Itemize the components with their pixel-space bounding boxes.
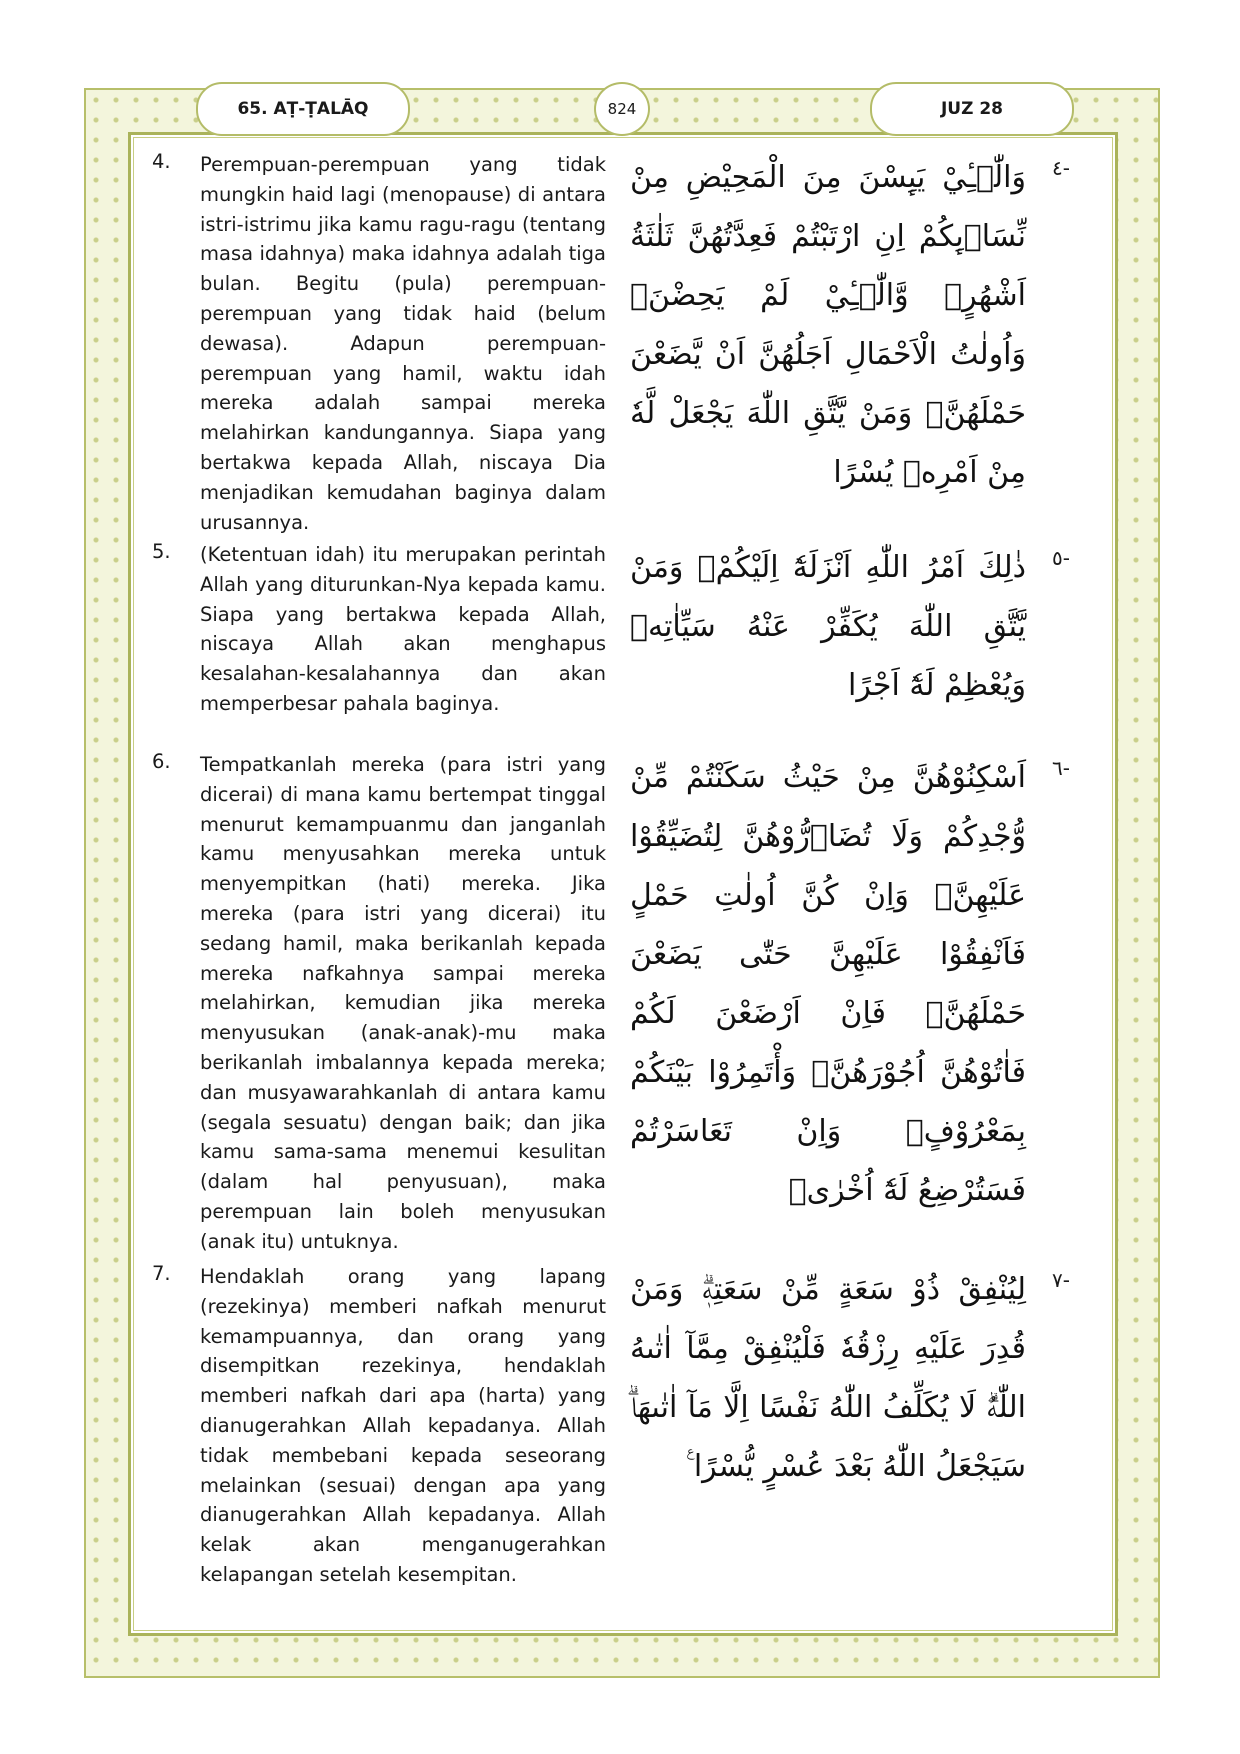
verse-arabic-number: -٤ xyxy=(1052,156,1070,180)
verse-block xyxy=(150,150,1090,534)
verse-arabic: ذٰلِكَ اَمْرُ اللّٰهِ اَنْزَلَهٗٓ اِلَيْكُمْۗ وَمَنْ يَّتَّقِ اللّٰهَ يُكَفِّرْ عَنْهُ سَيِّاٰتِهٖ وَيُعْظِمْ لَهٗٓ اَجْرًا xyxy=(630,550,1026,703)
verse-arabic: وَالّٰۤـِٔيْ يَىِٕسْنَ مِنَ الْمَحِيْضِ مِنْ نِّسَاۤىِٕكُمْ اِنِ ارْتَبْتُمْ فَعِدَّتُهُنَّ ثَلٰثَةُ اَشْهُرٍۙ وَّالّٰۤـِٔيْ لَمْ يَحِضْنَۗ وَاُولٰتُ الْاَحْمَالِ اَجَلُهُنَّ اَنْ يَّضَعْنَ حَمْلَهُنَّۗ وَمَنْ يَّتَّقِ اللّٰهَ يَجْعَلْ لَّهٗ مِنْ اَمْرِهٖ يُسْرًا xyxy=(630,160,1026,490)
verse-arabic-number: -٥ xyxy=(1052,546,1070,570)
page-number: 824 xyxy=(594,82,650,136)
verse-translation: (Ketentuan idah) itu merupakan perintah Allah yang diturunkan-Nya kepada kamu. Siapa yang bertakwa kepada Allah, niscaya Allah akan menghapus kesalahan-kesalahannya dan akan memperbesar pahala baginya. xyxy=(200,543,606,715)
verse-arabic: اَسْكِنُوْهُنَّ مِنْ حَيْثُ سَكَنْتُمْ مِّنْ وُّجْدِكُمْ وَلَا تُضَاۤرُّوْهُنَّ لِتُضَيِّقُوْا عَلَيْهِنَّۗ وَاِنْ كُنَّ اُولٰتِ حَمْلٍ فَاَنْفِقُوْا عَلَيْهِنَّ حَتّٰى يَضَعْنَ حَمْلَهُنَّۚ فَاِنْ اَرْضَعْنَ لَكُمْ فَاٰتُوْهُنَّ اُجُوْرَهُنَّۚ وَأْتَمِرُوْا بَيْنَكُمْ بِمَعْرُوْفٍۚ وَاِنْ تَعَاسَرْتُمْ فَسَتُرْضِعُ لَهٗٓ اُخْرٰىۗ xyxy=(630,760,1026,1208)
verse-block xyxy=(150,540,1090,720)
verse-translation: Perempuan-perempuan yang tidak mungkin haid lagi (menopause) di antara istri-istrimu jika kamu ragu-ragu (tentang masa idahnya) maka idahnya adalah tiga bulan. Begitu (pula) perempuan-perempuan yang tidak haid (belum dewasa). Adapun perempuan-perempuan yang hamil, waktu idah mereka adalah sampai mereka melahirkan kandungannya. Siapa yang bertakwa kepada Allah, niscaya Dia menjadikan kemudahan baginya dalam urusannya. xyxy=(200,153,606,534)
verse-arabic-number: -٦ xyxy=(1052,756,1070,780)
verse-arabic-number: -٧ xyxy=(1052,1268,1070,1292)
surah-title: 65. AṬ-ṬALĀQ xyxy=(196,82,410,136)
verse-number: 5. xyxy=(152,540,171,563)
juz-label: JUZ 28 xyxy=(870,82,1074,136)
verse-translation: Hendaklah orang yang lapang (rezekinya) memberi nafkah menurut kemampuannya, dan orang yang disempitkan rezekinya, hendaklah memberi nafkah dari apa (harta) yang dianugerahkan Allah kepadanya. Allah tidak membebani kepada seseorang melainkan (sesuai) dengan apa yang dianugerahkan Allah kepadanya. Allah kelak akan menganugerahkan kelapangan setelah kesempitan. xyxy=(200,1265,606,1586)
verse-number: 4. xyxy=(152,150,171,173)
verse-number: 7. xyxy=(152,1262,171,1285)
verse-arabic: لِيُنْفِقْ ذُوْ سَعَةٍ مِّنْ سَعَتِهٖۗ وَمَنْ قُدِرَ عَلَيْهِ رِزْقُهٗ فَلْيُنْفِقْ مِمَّآ اٰتٰىهُ اللّٰهُۗ لَا يُكَلِّفُ اللّٰهُ نَفْسًا اِلَّا مَآ اٰتٰىهَاۗ سَيَجْعَلُ اللّٰهُ بَعْدَ عُسْرٍ يُّسْرًا ࣖ xyxy=(630,1272,1026,1484)
verse-block xyxy=(150,1262,1090,1586)
verse-translation: Tempatkanlah mereka (para istri yang dicerai) di mana kamu bertempat tinggal menurut kemampuanmu dan janganlah kamu menyusahkan mereka untuk menyempitkan (hati) mereka. Jika mereka (para istri yang dicerai) itu sedang hamil, maka berikanlah kepada mereka nafkahnya sampai mereka melahirkan, kemudian jika mereka menyusukan (anak-anak)-mu maka berikanlah imbalannya kepada mereka; dan musyawarahkanlah di antara kamu (segala sesuatu) dengan baik; dan jika kamu sama-sama menemui kesulitan (dalam hal penyusuan), maka perempuan lain boleh menyusukan (anak itu) untuknya. xyxy=(200,753,606,1253)
verse-number: 6. xyxy=(152,750,171,773)
verse-block xyxy=(150,750,1090,1253)
